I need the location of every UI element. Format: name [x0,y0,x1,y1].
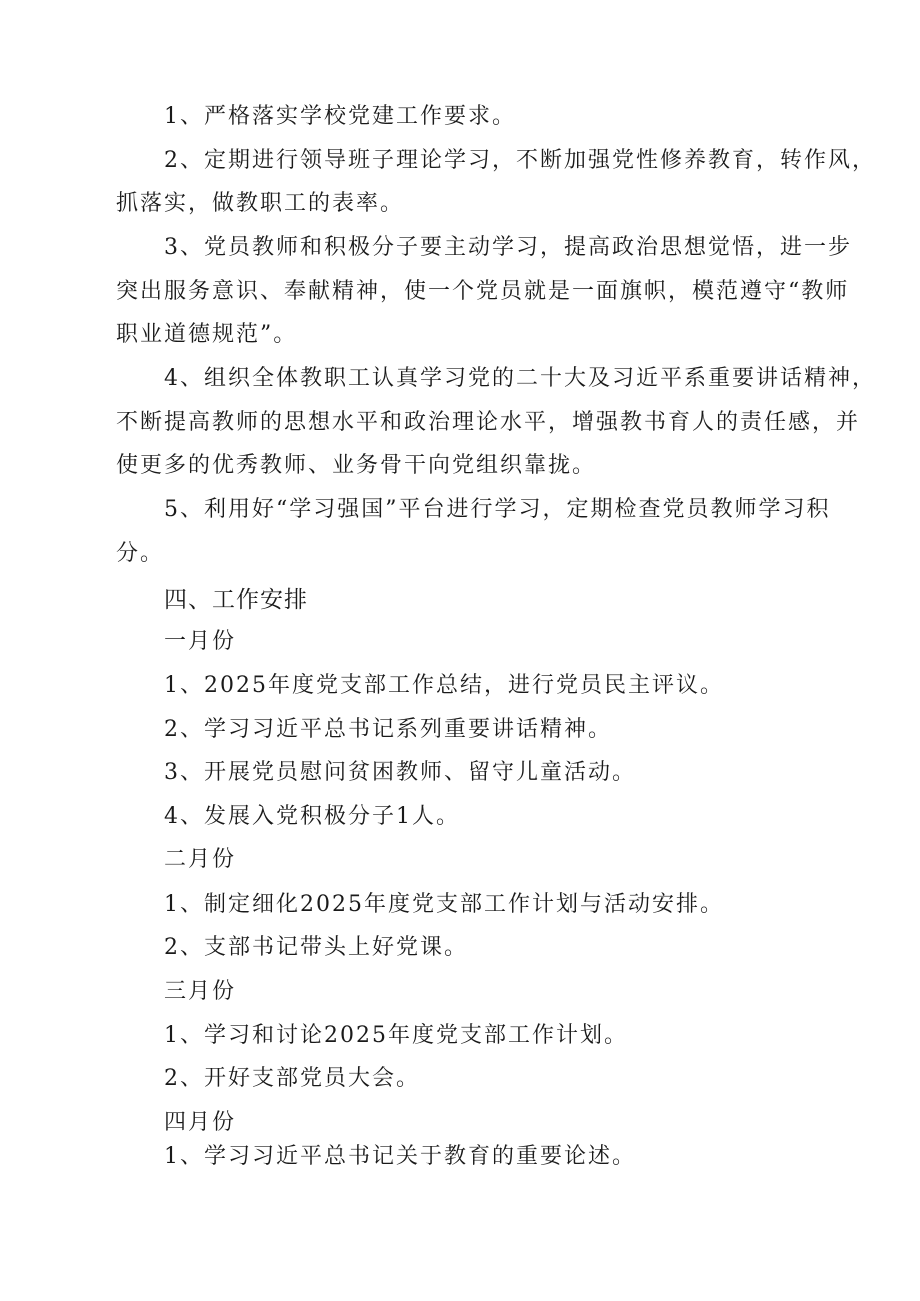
paragraph-line: 分。 [116,541,165,566]
list-item: 1、2025年度党支部工作总结，进行党员民主评议。 [164,673,724,698]
paragraph-line: 抓落实，做教职工的表率。 [116,191,405,216]
month-label: 四月份 [164,1110,237,1135]
month-label: 二月份 [164,847,237,872]
list-item: 2、开好支部党员大会。 [164,1066,420,1091]
paragraph-line: 使更多的优秀教师、业务骨干向党组织靠拢。 [116,453,597,478]
list-item: 4、发展入党积极分子1人。 [164,804,460,829]
month-label: 三月份 [164,979,237,1004]
list-item: 1、学习和讨论2025年度党支部工作计划。 [164,1023,628,1048]
paragraph-line: 不断提高教师的思想水平和政治理论水平，增强教书育人的责任感，并 [116,410,861,435]
list-item: 1、制定细化2025年度党支部工作计划与活动安排。 [164,892,724,917]
month-label: 一月份 [164,629,237,654]
paragraph-line: 4、组织全体教职工认真学习党的二十大及习近平系重要讲话精神， [164,366,876,391]
paragraph-line: 5、利用好“学习强国”平台进行学习，定期检查党员教师学习积 [164,497,831,522]
list-item: 1、学习习近平总书记关于教育的重要论述。 [164,1144,636,1169]
paragraph-line: 职业道德规范”。 [116,322,298,347]
section-heading: 四、工作安排 [164,587,308,613]
paragraph-line: 1、严格落实学校党建工作要求。 [164,104,516,129]
paragraph-line: 2、定期进行领导班子理论学习，不断加强党性修养教育，转作风， [164,148,876,173]
list-item: 2、支部书记带头上好党课。 [164,935,468,960]
paragraph-line: 突出服务意识、奉献精神，使一个党员就是一面旗帜，模范遵守“教师 [116,279,850,304]
list-item: 3、开展党员慰问贫困教师、留守儿童活动。 [164,760,636,785]
list-item: 2、学习习近平总书记系列重要讲话精神。 [164,717,612,742]
paragraph-line: 3、党员教师和积极分子要主动学习，提高政治思想觉悟，进一步 [164,235,852,260]
